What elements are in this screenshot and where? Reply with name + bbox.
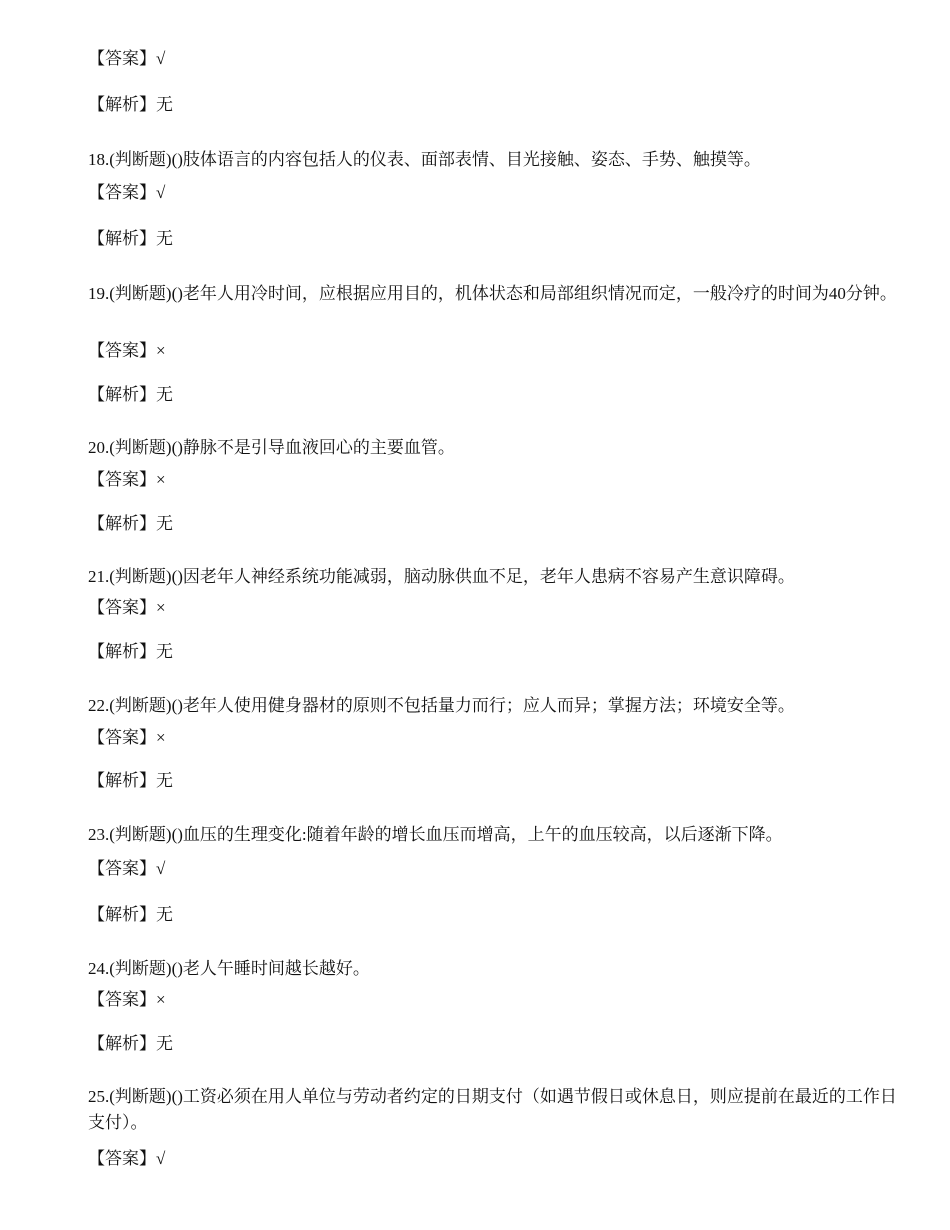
analysis-value: 无 — [156, 229, 173, 248]
analysis-label: 【解析】 — [88, 771, 156, 790]
analysis-label: 【解析】 — [88, 229, 156, 248]
answer-line — [88, 858, 165, 880]
answer-label: 【答案】 — [88, 598, 156, 617]
question-text: 22.(判断题)()老年人使用健身器材的原则不包括量力而行；应人而异；掌握方法；环境安全等。 — [88, 696, 795, 715]
analysis-value: 无 — [156, 514, 173, 533]
answer-line — [88, 48, 165, 70]
answer-value: × — [156, 598, 166, 617]
analysis-value: 无 — [156, 771, 173, 790]
analysis-value: 无 — [156, 95, 173, 114]
answer-value: √ — [156, 859, 166, 878]
analysis-line — [88, 513, 173, 535]
answer-value: √ — [156, 183, 166, 202]
question-text: 21.(判断题)()因老年人神经系统功能减弱，脑动脉供血不足，老年人患病不容易产生意识障碍。 — [88, 567, 795, 586]
answer-value: × — [156, 990, 166, 1009]
answer-value: × — [156, 728, 166, 747]
answer-label: 【答案】 — [88, 341, 156, 360]
analysis-label: 【解析】 — [88, 1034, 156, 1053]
answer-label: 【答案】 — [88, 990, 156, 1009]
analysis-label: 【解析】 — [88, 905, 156, 924]
answer-line — [88, 182, 165, 204]
analysis-line — [88, 904, 173, 926]
question-text: 23.(判断题)()血压的生理变化:随着年龄的增长血压而增高，上午的血压较高，以后逐渐下降。 — [88, 825, 783, 844]
answer-label: 【答案】 — [88, 183, 156, 202]
analysis-line — [88, 94, 173, 116]
answer-label: 【答案】 — [88, 1149, 156, 1168]
question-text: 24.(判断题)()老人午睡时间越长越好。 — [88, 959, 370, 978]
answer-line — [88, 469, 166, 491]
answer-line — [88, 340, 166, 362]
question-text: 20.(判断题)()静脉不是引导血液回心的主要血管。 — [88, 438, 455, 457]
answer-value: √ — [156, 1149, 166, 1168]
answer-label: 【答案】 — [88, 859, 156, 878]
analysis-line — [88, 384, 173, 406]
analysis-line — [88, 641, 173, 663]
analysis-label: 【解析】 — [88, 642, 156, 661]
answer-line — [88, 727, 166, 749]
question-text: 25.(判断题)()工资必须在用人单位与劳动者约定的日期支付（如遇节假日或休息日，则应提前在最近的工作日支付）。 — [88, 1087, 897, 1132]
answer-label: 【答案】 — [88, 470, 156, 489]
answer-value: × — [156, 470, 166, 489]
answer-line — [88, 1148, 165, 1170]
answer-line — [88, 597, 166, 619]
analysis-value: 无 — [156, 1034, 173, 1053]
analysis-label: 【解析】 — [88, 385, 156, 404]
question-text: 18.(判断题)()肢体语言的内容包括人的仪表、面部表情、目光接触、姿态、手势、触摸等。 — [88, 150, 761, 169]
answer-value: × — [156, 341, 166, 360]
analysis-line — [88, 228, 173, 250]
analysis-line — [88, 1033, 173, 1055]
answer-line — [88, 989, 166, 1011]
analysis-value: 无 — [156, 905, 173, 924]
analysis-label: 【解析】 — [88, 514, 156, 533]
analysis-value: 无 — [156, 642, 173, 661]
answer-label: 【答案】 — [88, 49, 156, 68]
analysis-value: 无 — [156, 385, 173, 404]
analysis-line — [88, 770, 173, 792]
answer-value: √ — [156, 49, 166, 68]
question-text: 19.(判断题)()老年人用冷时间，应根据应用目的，机体状态和局部组织情况而定，一般冷疗的时间为40分钟。 — [88, 284, 897, 303]
analysis-label: 【解析】 — [88, 95, 156, 114]
answer-label: 【答案】 — [88, 728, 156, 747]
